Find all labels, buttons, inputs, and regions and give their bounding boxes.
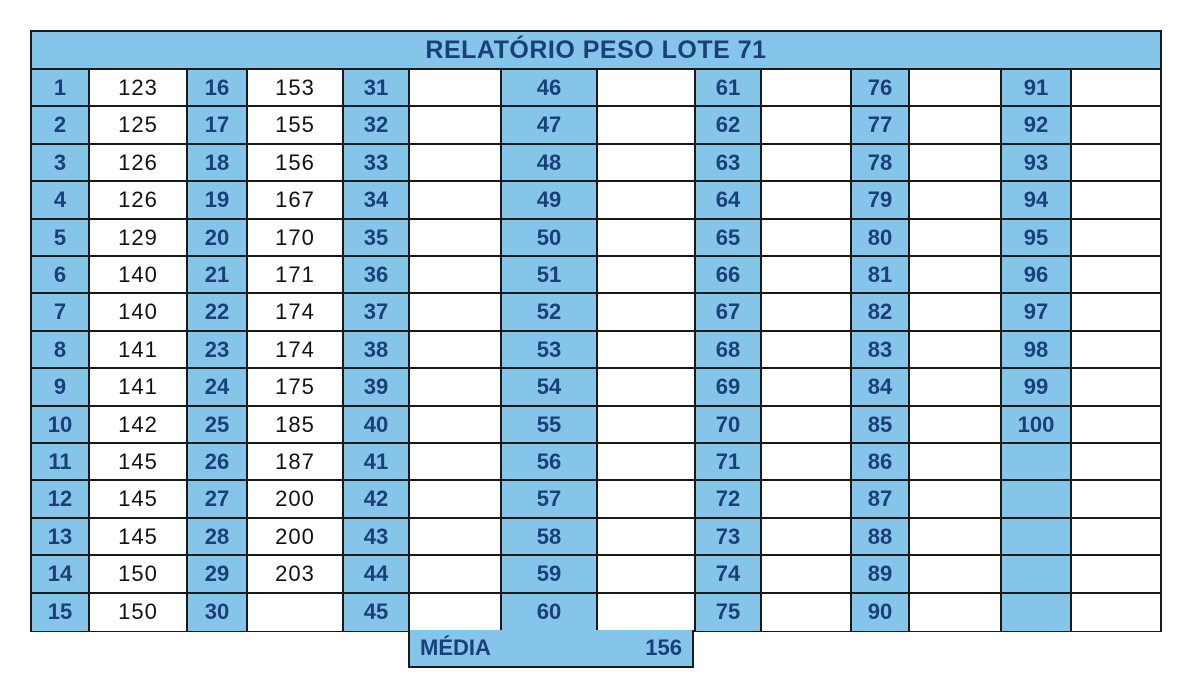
weight-value-cell	[598, 107, 696, 145]
animal-number-cell: 63	[696, 145, 762, 182]
weight-value-cell	[1072, 519, 1160, 556]
animal-number-cell: 51	[502, 257, 598, 294]
animal-number-cell: 69	[696, 369, 762, 407]
animal-number-cell: 12	[32, 481, 90, 519]
weight-value-cell	[410, 519, 502, 556]
animal-number-cell	[1002, 556, 1072, 594]
weight-value-cell	[910, 519, 1002, 556]
weight-value-cell	[410, 145, 502, 182]
animal-number-cell: 93	[1002, 145, 1072, 182]
weight-value-cell: 150	[90, 594, 188, 631]
animal-number-cell: 58	[502, 519, 598, 556]
weight-value-cell: 156	[248, 145, 344, 182]
weight-value-cell	[598, 594, 696, 631]
weight-value-cell: 145	[90, 444, 188, 481]
animal-number-cell: 65	[696, 220, 762, 257]
weight-value-cell	[762, 369, 852, 407]
weight-value-cell: 126	[90, 145, 188, 182]
weight-value-cell	[762, 182, 852, 220]
animal-number-cell: 28	[188, 519, 248, 556]
animal-number-cell: 68	[696, 332, 762, 369]
animal-number-cell: 15	[32, 594, 90, 631]
animal-number-cell: 70	[696, 407, 762, 444]
animal-number-cell: 29	[188, 556, 248, 594]
weight-value-cell	[762, 407, 852, 444]
animal-number-cell: 5	[32, 220, 90, 257]
animal-number-cell: 39	[344, 369, 410, 407]
animal-number-cell: 94	[1002, 182, 1072, 220]
animal-number-cell: 18	[188, 145, 248, 182]
weight-value-cell	[1072, 70, 1160, 107]
animal-number-cell: 83	[852, 332, 910, 369]
average-box	[408, 630, 694, 668]
animal-number-cell: 16	[188, 70, 248, 107]
animal-number-cell: 41	[344, 444, 410, 481]
animal-number-cell: 98	[1002, 332, 1072, 369]
weight-value-cell	[1072, 107, 1160, 145]
animal-number-cell: 50	[502, 220, 598, 257]
animal-number-cell: 73	[696, 519, 762, 556]
animal-number-cell: 30	[188, 594, 248, 631]
weight-value-cell: 123	[90, 70, 188, 107]
weight-value-cell	[598, 519, 696, 556]
weight-value-cell: 129	[90, 220, 188, 257]
weight-value-cell	[1072, 332, 1160, 369]
animal-number-cell: 90	[852, 594, 910, 631]
animal-number-cell: 9	[32, 369, 90, 407]
animal-number-cell: 75	[696, 594, 762, 631]
animal-number-cell: 26	[188, 444, 248, 481]
animal-number-cell: 22	[188, 294, 248, 332]
animal-number-cell: 95	[1002, 220, 1072, 257]
animal-number-cell: 91	[1002, 70, 1072, 107]
animal-number-cell: 27	[188, 481, 248, 519]
animal-number-cell: 10	[32, 407, 90, 444]
animal-number-cell: 21	[188, 257, 248, 294]
weight-value-cell	[410, 481, 502, 519]
weight-value-cell: 150	[90, 556, 188, 594]
animal-number-cell: 56	[502, 444, 598, 481]
animal-number-cell: 13	[32, 519, 90, 556]
weight-value-cell	[910, 444, 1002, 481]
animal-number-cell: 55	[502, 407, 598, 444]
weight-value-cell	[762, 519, 852, 556]
animal-number-cell: 85	[852, 407, 910, 444]
weight-value-cell	[762, 70, 852, 107]
weight-value-cell	[410, 369, 502, 407]
animal-number-cell: 32	[344, 107, 410, 145]
weight-value-cell	[410, 70, 502, 107]
weight-value-cell: 153	[248, 70, 344, 107]
animal-number-cell: 52	[502, 294, 598, 332]
weight-value-cell	[910, 220, 1002, 257]
animal-number-cell	[1002, 481, 1072, 519]
weight-value-cell: 187	[248, 444, 344, 481]
animal-number-cell: 97	[1002, 294, 1072, 332]
animal-number-cell: 24	[188, 369, 248, 407]
weight-value-cell	[598, 145, 696, 182]
animal-number-cell: 96	[1002, 257, 1072, 294]
weight-value-cell	[410, 444, 502, 481]
animal-number-cell: 53	[502, 332, 598, 369]
weight-value-cell: 140	[90, 257, 188, 294]
weight-value-cell: 171	[248, 257, 344, 294]
weight-value-cell	[410, 556, 502, 594]
animal-number-cell: 78	[852, 145, 910, 182]
animal-number-cell: 6	[32, 257, 90, 294]
weight-value-cell: 126	[90, 182, 188, 220]
animal-number-cell: 100	[1002, 407, 1072, 444]
animal-number-cell: 36	[344, 257, 410, 294]
animal-number-cell: 66	[696, 257, 762, 294]
weight-value-cell	[598, 70, 696, 107]
animal-number-cell: 84	[852, 369, 910, 407]
weight-value-cell: 167	[248, 182, 344, 220]
weight-value-cell	[762, 257, 852, 294]
animal-number-cell: 46	[502, 70, 598, 107]
animal-number-cell: 48	[502, 145, 598, 182]
weight-value-cell	[1072, 481, 1160, 519]
weight-value-cell: 174	[248, 332, 344, 369]
weight-value-cell	[598, 369, 696, 407]
animal-number-cell: 42	[344, 481, 410, 519]
weight-value-cell	[598, 332, 696, 369]
weight-value-cell	[762, 332, 852, 369]
weight-value-cell	[598, 182, 696, 220]
animal-number-cell: 81	[852, 257, 910, 294]
animal-number-cell: 80	[852, 220, 910, 257]
weight-value-cell	[1072, 220, 1160, 257]
animal-number-cell: 49	[502, 182, 598, 220]
animal-number-cell: 99	[1002, 369, 1072, 407]
animal-number-cell: 31	[344, 70, 410, 107]
animal-number-cell: 89	[852, 556, 910, 594]
animal-number-cell: 72	[696, 481, 762, 519]
weight-value-cell	[1072, 294, 1160, 332]
weight-value-cell	[762, 107, 852, 145]
animal-number-cell: 61	[696, 70, 762, 107]
weight-value-cell	[598, 257, 696, 294]
animal-number-cell: 1	[32, 70, 90, 107]
animal-number-cell: 3	[32, 145, 90, 182]
weight-value-cell	[1072, 145, 1160, 182]
weight-report-table	[30, 30, 1162, 632]
animal-number-cell: 76	[852, 70, 910, 107]
weight-value-cell	[762, 481, 852, 519]
weight-value-cell	[598, 220, 696, 257]
weight-value-cell	[1072, 257, 1160, 294]
animal-number-cell: 59	[502, 556, 598, 594]
animal-number-cell: 79	[852, 182, 910, 220]
weight-value-cell	[910, 107, 1002, 145]
weight-value-cell: 200	[248, 481, 344, 519]
animal-number-cell: 43	[344, 519, 410, 556]
weight-value-cell	[910, 294, 1002, 332]
weight-value-cell	[598, 407, 696, 444]
weight-value-cell	[910, 257, 1002, 294]
animal-number-cell: 7	[32, 294, 90, 332]
weight-value-cell: 203	[248, 556, 344, 594]
weight-value-cell	[1072, 182, 1160, 220]
weight-value-cell: 140	[90, 294, 188, 332]
weight-value-cell: 185	[248, 407, 344, 444]
average-value: 156	[645, 635, 682, 660]
weight-value-cell: 200	[248, 519, 344, 556]
animal-number-cell: 35	[344, 220, 410, 257]
animal-number-cell: 77	[852, 107, 910, 145]
weight-value-cell	[910, 70, 1002, 107]
weight-value-cell	[598, 294, 696, 332]
animal-number-cell: 4	[32, 182, 90, 220]
weight-value-cell: 175	[248, 369, 344, 407]
weight-value-cell	[598, 556, 696, 594]
weight-value-cell: 125	[90, 107, 188, 145]
animal-number-cell: 19	[188, 182, 248, 220]
weight-value-cell	[410, 182, 502, 220]
animal-number-cell: 64	[696, 182, 762, 220]
weight-value-cell	[910, 481, 1002, 519]
weight-value-cell: 170	[248, 220, 344, 257]
weight-value-cell	[410, 594, 502, 631]
animal-number-cell: 8	[32, 332, 90, 369]
weight-value-cell	[910, 145, 1002, 182]
animal-number-cell: 17	[188, 107, 248, 145]
weight-value-cell	[1072, 369, 1160, 407]
weight-value-cell	[410, 332, 502, 369]
weight-value-cell	[248, 594, 344, 631]
weight-value-cell	[410, 220, 502, 257]
animal-number-cell	[1002, 519, 1072, 556]
weight-value-cell	[1072, 594, 1160, 631]
animal-number-cell: 92	[1002, 107, 1072, 145]
weight-value-cell	[1072, 556, 1160, 594]
weight-value-cell: 145	[90, 481, 188, 519]
weight-value-cell	[598, 481, 696, 519]
weight-value-cell	[1072, 444, 1160, 481]
animal-number-cell: 87	[852, 481, 910, 519]
animal-number-cell: 54	[502, 369, 598, 407]
weight-value-cell: 141	[90, 332, 188, 369]
animal-number-cell	[1002, 444, 1072, 481]
animal-number-cell: 62	[696, 107, 762, 145]
weight-value-cell: 145	[90, 519, 188, 556]
weight-value-cell	[1072, 407, 1160, 444]
weight-value-cell: 155	[248, 107, 344, 145]
weight-value-cell: 142	[90, 407, 188, 444]
weight-value-cell: 141	[90, 369, 188, 407]
animal-number-cell: 86	[852, 444, 910, 481]
animal-number-cell: 38	[344, 332, 410, 369]
weight-grid	[32, 70, 1160, 632]
weight-value-cell	[410, 407, 502, 444]
animal-number-cell: 20	[188, 220, 248, 257]
average-label: MÉDIA	[420, 635, 491, 660]
weight-value-cell	[598, 444, 696, 481]
weight-value-cell	[910, 369, 1002, 407]
weight-value-cell	[762, 145, 852, 182]
animal-number-cell	[1002, 594, 1072, 631]
animal-number-cell: 11	[32, 444, 90, 481]
animal-number-cell: 45	[344, 594, 410, 631]
animal-number-cell: 74	[696, 556, 762, 594]
animal-number-cell: 44	[344, 556, 410, 594]
weight-value-cell	[410, 107, 502, 145]
weight-value-cell	[410, 294, 502, 332]
animal-number-cell: 57	[502, 481, 598, 519]
animal-number-cell: 25	[188, 407, 248, 444]
weight-value-cell	[762, 556, 852, 594]
weight-value-cell	[910, 594, 1002, 631]
animal-number-cell: 2	[32, 107, 90, 145]
weight-value-cell	[762, 444, 852, 481]
animal-number-cell: 40	[344, 407, 410, 444]
animal-number-cell: 67	[696, 294, 762, 332]
weight-value-cell: 174	[248, 294, 344, 332]
weight-value-cell	[762, 594, 852, 631]
weight-value-cell	[762, 294, 852, 332]
weight-value-cell	[410, 257, 502, 294]
animal-number-cell: 71	[696, 444, 762, 481]
report-title: RELATÓRIO PESO LOTE 71	[32, 32, 1160, 70]
animal-number-cell: 14	[32, 556, 90, 594]
animal-number-cell: 88	[852, 519, 910, 556]
animal-number-cell: 34	[344, 182, 410, 220]
weight-value-cell	[910, 182, 1002, 220]
weight-value-cell	[910, 332, 1002, 369]
animal-number-cell: 82	[852, 294, 910, 332]
animal-number-cell: 60	[502, 594, 598, 631]
weight-value-cell	[762, 220, 852, 257]
animal-number-cell: 47	[502, 107, 598, 145]
animal-number-cell: 37	[344, 294, 410, 332]
weight-value-cell	[910, 556, 1002, 594]
animal-number-cell: 33	[344, 145, 410, 182]
weight-value-cell	[910, 407, 1002, 444]
animal-number-cell: 23	[188, 332, 248, 369]
